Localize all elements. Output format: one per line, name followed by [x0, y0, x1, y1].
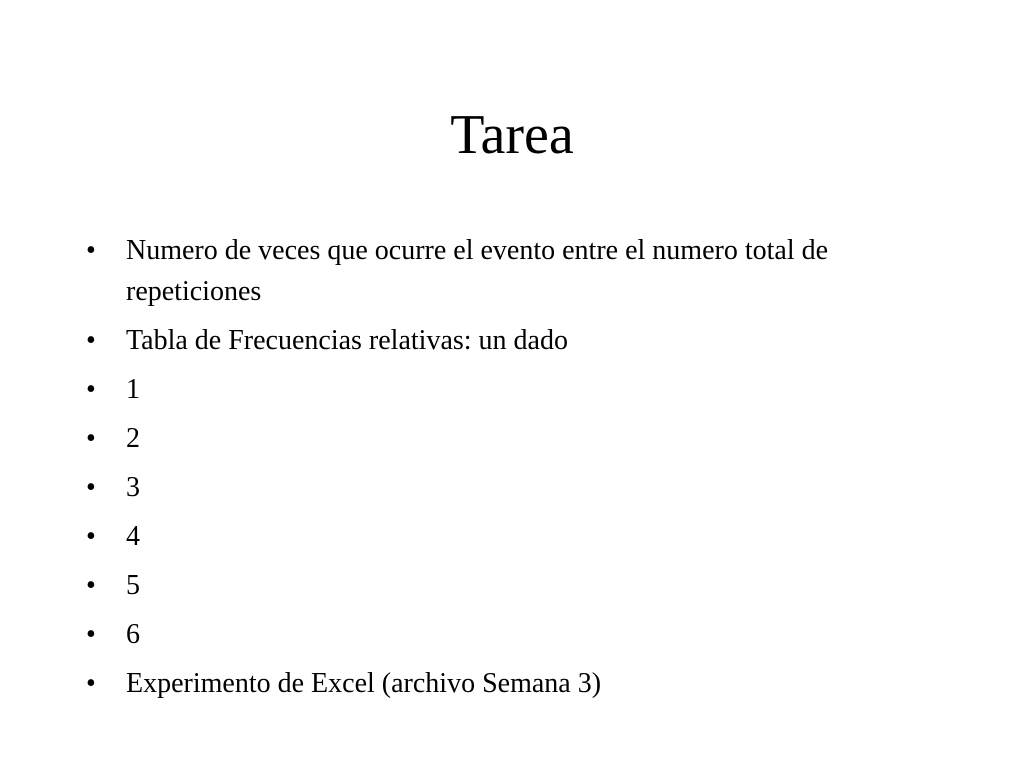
bullet-icon: •: [86, 668, 96, 699]
bullet-icon: •: [86, 521, 96, 552]
bullet-item: [86, 418, 906, 459]
bullet-icon: •: [86, 235, 96, 266]
bullet-icon: •: [86, 325, 96, 356]
bullet-text: 1: [126, 374, 140, 405]
bullet-item: [86, 369, 906, 410]
bullet-icon: •: [86, 619, 96, 650]
bullet-text: Numero de veces que ocurre el evento entre el numero total de repeticiones: [126, 235, 829, 307]
bullet-text: 4: [126, 521, 140, 552]
bullet-item: [86, 467, 906, 508]
bullet-text: 3: [126, 472, 140, 503]
slide-title: Tarea: [450, 104, 574, 166]
bullet-icon: •: [86, 423, 96, 454]
bullet-icon: •: [86, 570, 96, 601]
bullet-item: [86, 320, 906, 361]
bullet-list: [86, 230, 906, 712]
bullet-icon: •: [86, 374, 96, 405]
bullet-item: [86, 230, 906, 312]
bullet-item: [86, 663, 906, 704]
bullet-item: [86, 614, 906, 655]
bullet-text: 2: [126, 423, 140, 454]
bullet-item: [86, 516, 906, 557]
bullet-text: Tabla de Frecuencias relativas: un dado: [126, 325, 568, 356]
bullet-icon: •: [86, 472, 96, 503]
bullet-text: 5: [126, 570, 140, 601]
bullet-text: Experimento de Excel (archivo Semana 3): [126, 668, 602, 699]
bullet-text: 6: [126, 619, 140, 650]
bullet-item: [86, 565, 906, 606]
